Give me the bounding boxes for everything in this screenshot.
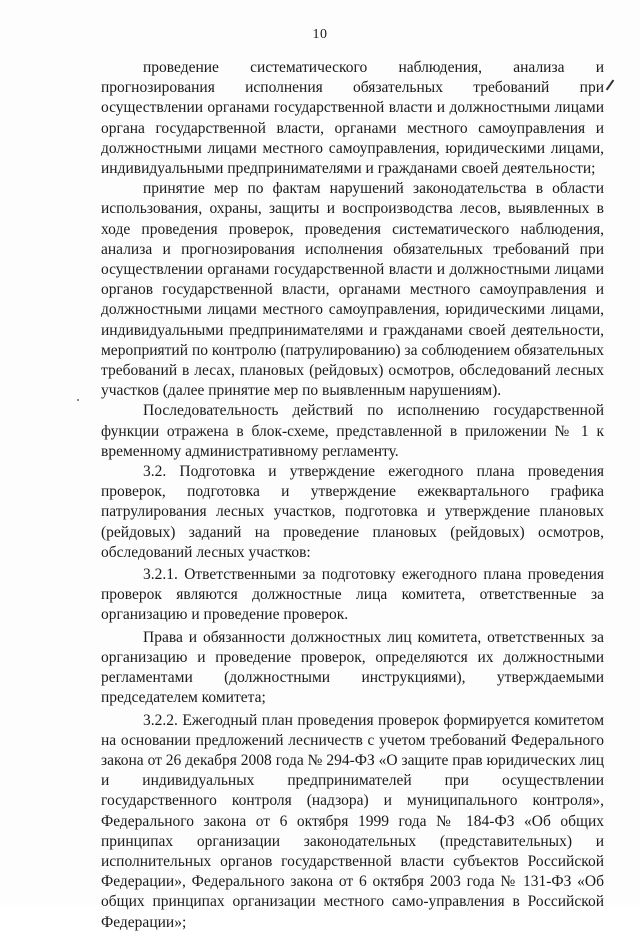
page-number: 10 (312, 27, 328, 42)
paragraph-section-3-2-1: 3.2.1. Ответственными за подготовку ежегодного плана проведения проверок являются должностные лица комитета, ответственные за организацию и проведение проверок. (101, 566, 604, 624)
paragraph-section-3-2: 3.2. Подготовка и утверждение ежегодного плана проведения проверок, подготовка и утверждение ежеквартального графика патрулирования лесных участков, подготовка и утверждение плановых (рейдовых) заданий на проведение плановых (рейдовых) осмотров, обследований лесных участков: (101, 463, 604, 561)
paragraph-sequence: Последовательность действий по исполнению государственной функции отражена в блок-схеме, представленной в приложении № 1 к временному административному регламенту. (101, 402, 604, 460)
paragraph-section-3-2-2: 3.2.2. Ежегодный план проведения проверок формируется комитетом на основании предложений лесничеств с учетом требований Федерального закона от 26 декабря 2008 года № 294-ФЗ «О защите прав юридических лиц и индивидуальных предпринимателей при осуществлении государственного контроля (надзора) и муниципального контроля», Федерального закона от 6 октября 1999 года № 184-ФЗ «Об общих принципах организации законодательных (представительных) и исполнительных органов государственной власти субъектов Российской Федерации», Федерального закона от 6 октября 2003 года № 131-ФЗ «Об общих принципах организации местного само-управления в Российской Федерации»; (101, 711, 604, 931)
scan-speck (77, 399, 79, 401)
paragraph-monitoring: проведение систематического наблюдения, анализа и прогнозирования исполнения обязательных требований при осуществлении органами государственной власти и должностными лицами органа государственной власти, органами местного самоуправления и должностными лицами местного самоуправления, юридическими лицами, индивидуальными предпринимателями и гражданами своей деятельности; (101, 59, 604, 178)
paragraph-rights-duties: Права и обязанности должностных лиц комитета, ответственных за организацию и проведение проверок, определяются их должностными регламентами (должностными инструкциями), утверждаемыми председателем комитета; (101, 628, 604, 707)
paragraph-measures: принятие мер по фактам нарушений законодательства в области использования, охраны, защиты и воспроизводства лесов, выявленных в ходе проведения проверок, проведения систематического наблюдения, анализа и прогнозирования исполнения обязательных требований при осуществлении органами государственной власти и должностными лицами органов государственной власти, органами местного самоуправления и должностными лицами местного самоуправления, юридическими лицами, индивидуальными предпринимателями и гражданами своей деятельности, мероприятий по контролю (патрулированию) за соблюдением обязательных требований в лесах, плановых (рейдовых) осмотров, обследований лесных участков (далее принятие мер по выявленным нарушениям). (101, 180, 604, 400)
pen-mark (606, 80, 615, 91)
document-body (101, 58, 604, 933)
